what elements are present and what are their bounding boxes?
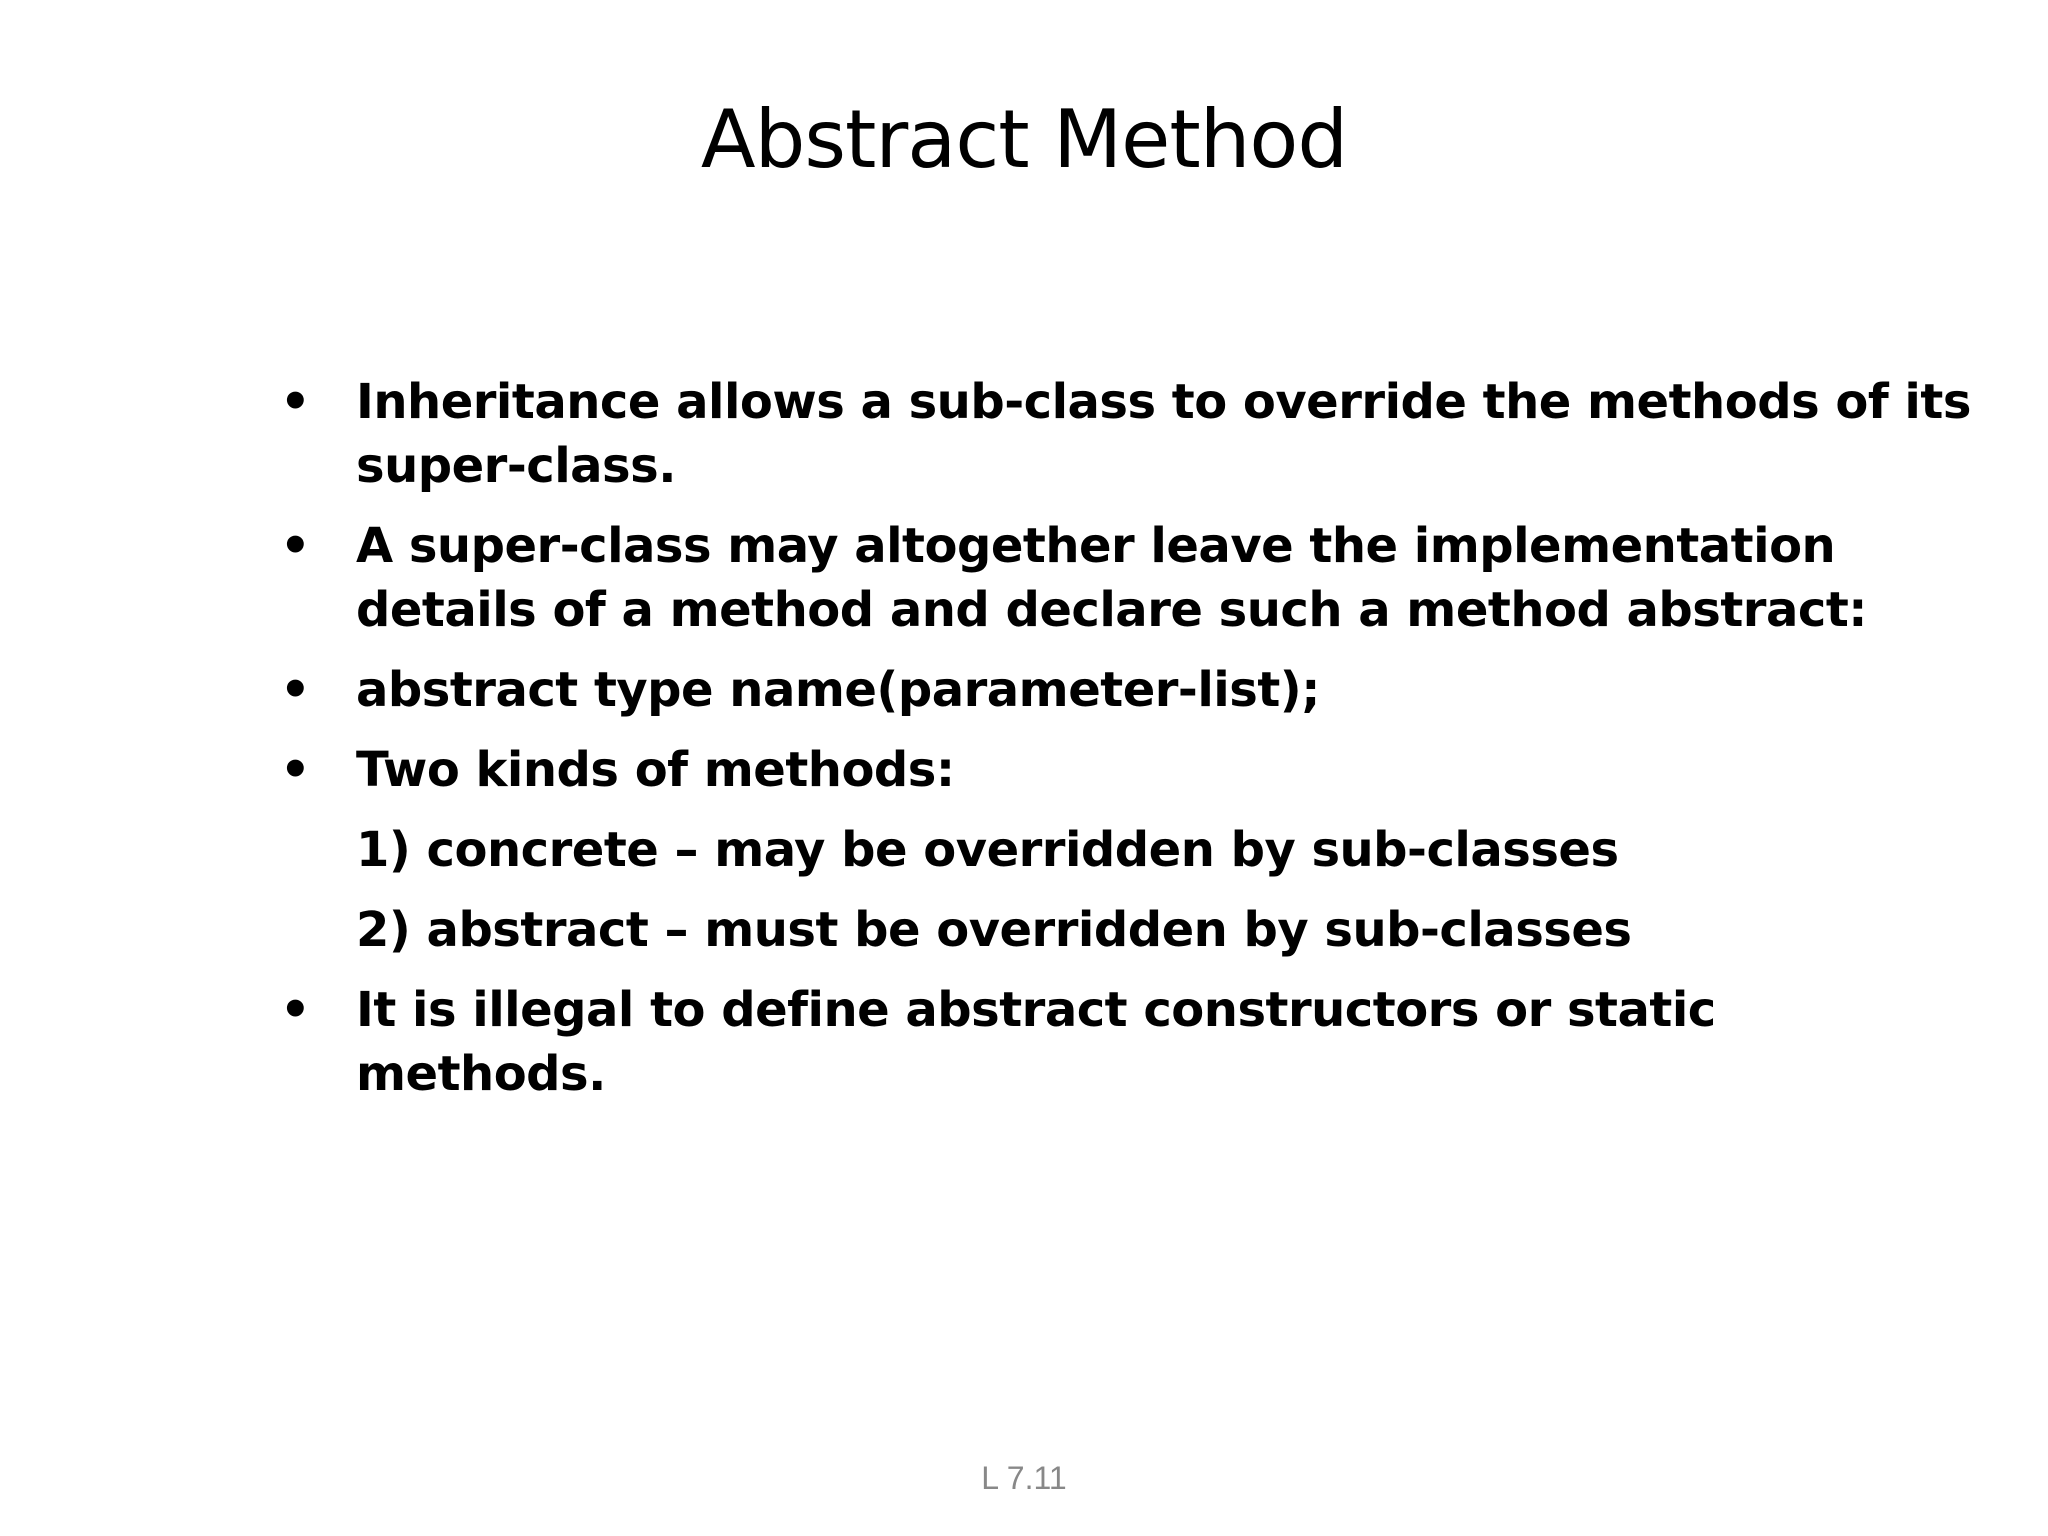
list-item (280, 738, 1980, 802)
list-item-text: abstract type name(parameter-list); (356, 662, 1320, 718)
slide-title: Abstract Method (700, 93, 1348, 186)
bullet-icon: • (280, 374, 311, 430)
list-item-text: A super-class may altogether leave the implementation details of a method and declare such a method abstract: (356, 518, 1867, 638)
list-item (280, 514, 1980, 642)
list-item (280, 658, 1980, 722)
slide-number: L 7.11 (981, 1460, 1067, 1496)
bullet-icon: • (280, 742, 311, 798)
bullet-icon: • (280, 662, 311, 718)
list-item (280, 978, 1980, 1106)
bullet-icon: • (280, 518, 311, 574)
sub-list-item: 1) concrete – may be overridden by sub-classes (356, 822, 1619, 878)
sub-list-item: 2) abstract – must be overridden by sub-classes (356, 902, 1632, 958)
list-item-text: Inheritance allows a sub-class to override the methods of its super-class. (356, 374, 1971, 494)
slide-body (280, 370, 1980, 1122)
list-item-text: Two kinds of methods: (356, 742, 955, 798)
list-item (280, 370, 1980, 498)
bullet-icon: • (280, 982, 311, 1038)
list-item-text: It is illegal to define abstract constructors or static methods. (356, 982, 1716, 1102)
